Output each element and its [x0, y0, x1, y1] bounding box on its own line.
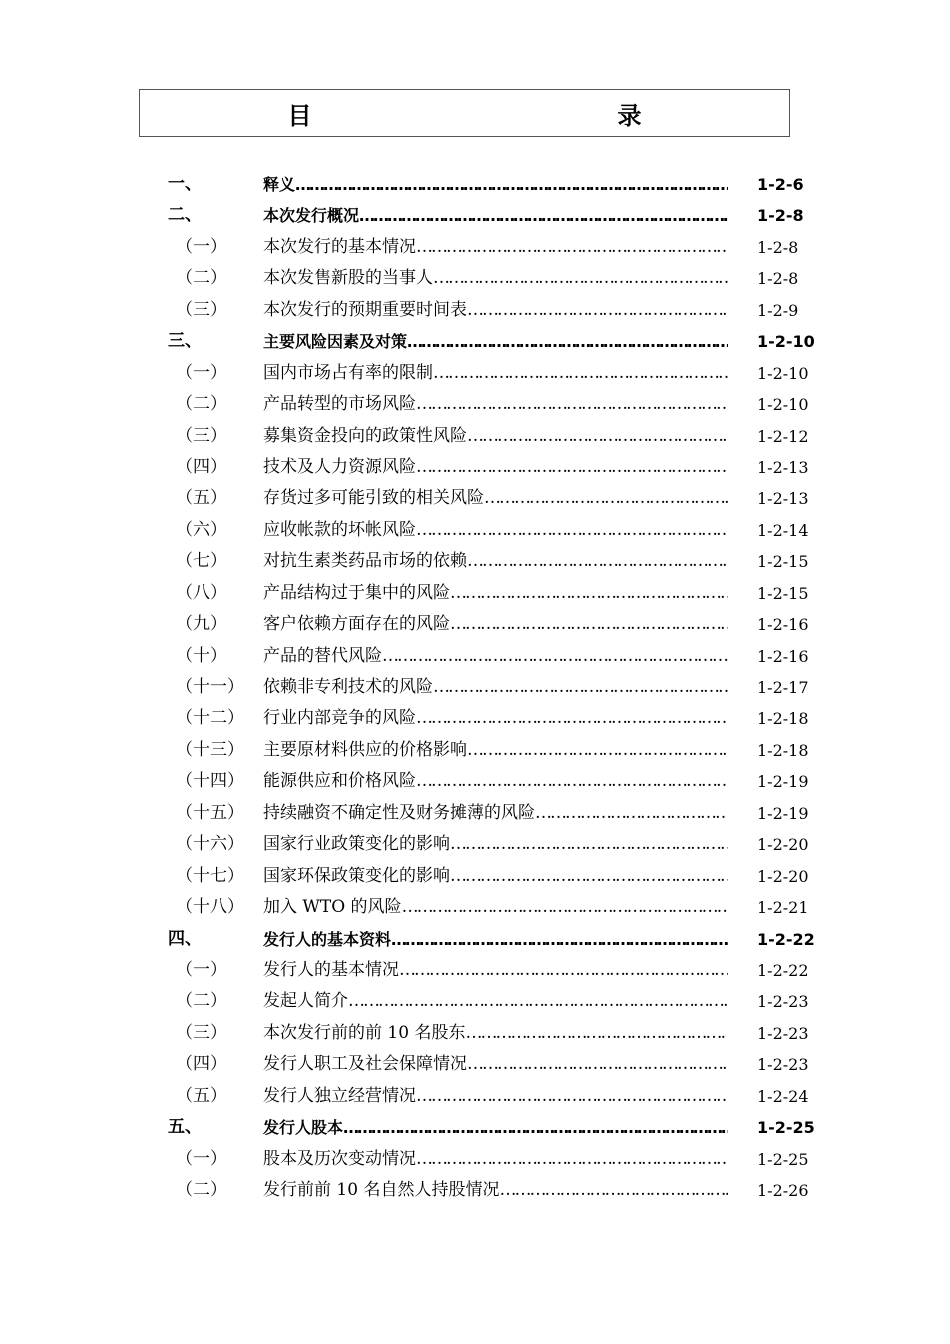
- toc-entry[interactable]: [0, 546, 950, 577]
- toc-entry-number: （一）: [176, 236, 227, 257]
- toc-entry-number: （十）: [176, 645, 227, 666]
- toc-entry-number: （一）: [176, 1148, 227, 1169]
- toc-entry[interactable]: [0, 200, 950, 231]
- toc-entry[interactable]: [0, 735, 950, 766]
- toc-entry-page: 1-2-22: [757, 960, 809, 980]
- toc-entry[interactable]: [0, 326, 950, 357]
- toc-entry[interactable]: [0, 1081, 950, 1112]
- toc-entry[interactable]: [0, 578, 950, 609]
- toc-entry-number: （二）: [176, 394, 227, 415]
- toc-entry-title: 发行人的基本资料 …………………………………………………………………………………………………………………………………: [263, 924, 728, 955]
- toc-entry[interactable]: [0, 1049, 950, 1080]
- toc-entry-page: 1-2-23: [757, 1055, 809, 1075]
- toc-title-box: [139, 89, 790, 137]
- toc-entry-title: 加入 WTO 的风险 …………………………………………………………………………………………………………………………………: [263, 892, 728, 923]
- toc-entry-title: 发行人股本 …………………………………………………………………………………………………………………………………: [263, 1112, 728, 1143]
- toc-entry-title: 本次发售新股的当事人 …………………………………………………………………………………………………………………………………: [263, 263, 728, 294]
- toc-entry-title: 发行人的基本情况 …………………………………………………………………………………………………………………………………: [263, 955, 728, 986]
- toc-entry-title: 产品结构过于集中的风险 …………………………………………………………………………………………………………………………………: [263, 578, 728, 609]
- toc-entry[interactable]: [0, 609, 950, 640]
- toc-entry-number: （三）: [176, 425, 227, 446]
- toc-entry[interactable]: [0, 169, 950, 200]
- toc-entry-title: 应收帐款的坏帐风险 …………………………………………………………………………………………………………………………………: [263, 515, 728, 546]
- toc-entry[interactable]: [0, 1018, 950, 1049]
- toc-entry-page: 1-2-20: [757, 866, 809, 886]
- toc-entry-page: 1-2-8: [757, 269, 799, 289]
- toc-entry-title: 发行人独立经营情况 …………………………………………………………………………………………………………………………………: [263, 1081, 728, 1112]
- toc-entry-page: 1-2-23: [757, 1023, 809, 1043]
- toc-entry-title: 产品的替代风险 …………………………………………………………………………………………………………………………………: [263, 641, 728, 672]
- toc-entry[interactable]: [0, 829, 950, 860]
- toc-entry-title: 本次发行的预期重要时间表 …………………………………………………………………………………………………………………………………: [263, 295, 728, 326]
- toc-entry[interactable]: [0, 798, 950, 829]
- toc-entry-number: （七）: [176, 551, 227, 572]
- toc-entry-number: （一）: [176, 959, 227, 980]
- toc-entry-page: 1-2-8: [757, 237, 799, 257]
- toc-entry-title: 发行人职工及社会保障情况 …………………………………………………………………………………………………………………………………: [263, 1049, 728, 1080]
- toc-entry-title: 客户依赖方面存在的风险 …………………………………………………………………………………………………………………………………: [263, 609, 728, 640]
- toc-entry-title: 本次发行前的前 10 名股东 …………………………………………………………………………………………………………………………………: [263, 1018, 728, 1049]
- toc-entry-page: 1-2-15: [757, 552, 809, 572]
- toc-entry-page: 1-2-10: [757, 395, 809, 415]
- toc-entry[interactable]: [0, 986, 950, 1017]
- toc-entry-page: 1-2-21: [757, 898, 809, 918]
- toc-entry-number: （十七）: [176, 865, 244, 886]
- toc-entry-title: 股本及历次变动情况 …………………………………………………………………………………………………………………………………: [263, 1144, 728, 1175]
- toc-entry-title: 主要原材料供应的价格影响 …………………………………………………………………………………………………………………………………: [263, 735, 728, 766]
- toc-entry-page: 1-2-25: [757, 1118, 815, 1138]
- toc-entry[interactable]: [0, 892, 950, 923]
- toc-entry-page: 1-2-8: [757, 206, 804, 226]
- toc-entry-number: （三）: [176, 299, 227, 320]
- toc-entry-page: 1-2-22: [757, 929, 815, 949]
- toc-entry-page: 1-2-9: [757, 300, 799, 320]
- toc-entry-title: 发起人简介 …………………………………………………………………………………………………………………………………: [263, 986, 728, 1017]
- toc-entry-title: 国家环保政策变化的影响 …………………………………………………………………………………………………………………………………: [263, 861, 728, 892]
- toc-entry-title: 持续融资不确定性及财务摊薄的风险 …………………………………………………………………………………………………………………………………: [263, 798, 728, 829]
- toc-entry-number: （三）: [176, 1022, 227, 1043]
- toc-entry-title: 国内市场占有率的限制 …………………………………………………………………………………………………………………………………: [263, 358, 728, 389]
- toc-entry-page: 1-2-25: [757, 1149, 809, 1169]
- toc-entry-page: 1-2-18: [757, 740, 809, 760]
- toc-entry-number: （九）: [176, 614, 227, 635]
- toc-entry[interactable]: [0, 641, 950, 672]
- toc-entry-page: 1-2-10: [757, 332, 815, 352]
- toc-entry-page: 1-2-23: [757, 992, 809, 1012]
- toc-entry-number: 五、: [168, 1117, 202, 1138]
- toc-entry[interactable]: [0, 766, 950, 797]
- toc-entry[interactable]: [0, 483, 950, 514]
- toc-entry-page: 1-2-14: [757, 520, 809, 540]
- toc-entry[interactable]: [0, 295, 950, 326]
- toc-entry-number: 一、: [168, 174, 202, 194]
- toc-entry-page: 1-2-17: [757, 678, 809, 697]
- toc-entry[interactable]: [0, 358, 950, 389]
- toc-entry-page: 1-2-18: [757, 709, 809, 729]
- toc-entry-title: 本次发行的基本情况 …………………………………………………………………………………………………………………………………: [263, 232, 728, 263]
- toc-entry[interactable]: [0, 1144, 950, 1175]
- toc-entry-page: 1-2-16: [757, 615, 809, 635]
- toc-entry-number: （十八）: [176, 897, 244, 918]
- toc-entry-number: （十五）: [176, 802, 244, 823]
- toc-entry-title: 募集资金投向的政策性风险 …………………………………………………………………………………………………………………………………: [263, 421, 728, 452]
- toc-entry[interactable]: [0, 1112, 950, 1143]
- toc-entry-number: （五）: [176, 488, 227, 509]
- toc-entry-page: 1-2-13: [757, 489, 809, 509]
- toc-entry-number: 三、: [168, 331, 202, 352]
- toc-entry[interactable]: [0, 861, 950, 892]
- table-of-contents: [0, 169, 950, 1206]
- toc-entry-number: （十二）: [176, 708, 244, 729]
- toc-entry-title: 本次发行概况 …………………………………………………………………………………………………………………………………: [263, 200, 728, 231]
- toc-entry-page: 1-2-15: [757, 583, 809, 603]
- toc-entry-title: 存货过多可能引致的相关风险 …………………………………………………………………………………………………………………………………: [263, 483, 728, 514]
- toc-entry-number: （六）: [176, 519, 227, 540]
- toc-entry-page: 1-2-19: [757, 772, 809, 792]
- toc-entry-number: （十四）: [176, 771, 244, 792]
- toc-entry-number: 四、: [168, 928, 202, 949]
- toc-entry[interactable]: [0, 421, 950, 452]
- toc-entry-number: （二）: [176, 991, 227, 1012]
- toc-entry[interactable]: [0, 263, 950, 294]
- toc-entry-title: 主要风险因素及对策 …………………………………………………………………………………………………………………………………: [263, 326, 728, 357]
- toc-entry-number: （八）: [176, 582, 227, 603]
- toc-entry-title: 对抗生素类药品市场的依赖 …………………………………………………………………………………………………………………………………: [263, 546, 728, 577]
- toc-entry-page: 1-2-10: [757, 363, 809, 383]
- toc-entry-title: 产品转型的市场风险 …………………………………………………………………………………………………………………………………: [263, 389, 728, 420]
- toc-entry-number: （四）: [176, 456, 227, 477]
- toc-entry-title: 能源供应和价格风险 …………………………………………………………………………………………………………………………………: [263, 766, 728, 797]
- toc-entry-page: 1-2-19: [757, 803, 809, 823]
- toc-entry[interactable]: [0, 232, 950, 263]
- toc-entry-title: 技术及人力资源风险 …………………………………………………………………………………………………………………………………: [263, 452, 728, 483]
- toc-entry-number: （二）: [176, 268, 227, 289]
- toc-entry[interactable]: [0, 955, 950, 986]
- toc-entry-page: 1-2-16: [757, 646, 809, 666]
- toc-entry-title: 依赖非专利技术的风险 …………………………………………………………………………………………………………………………………: [263, 672, 728, 703]
- toc-entry-number: （十六）: [176, 834, 244, 855]
- toc-title: 目 录: [287, 101, 728, 130]
- toc-entry-page: 1-2-20: [757, 835, 809, 855]
- toc-entry-title: 发行前前 10 名自然人持股情况 …………………………………………………………………………………………………………………………………: [263, 1175, 728, 1206]
- toc-entry-page: 1-2-12: [757, 426, 809, 446]
- toc-entry-page: 1-2-26: [757, 1181, 809, 1200]
- toc-entry-title: 释义 …………………………………………………………………………………………………………………………………: [263, 169, 728, 200]
- toc-entry-title: 行业内部竞争的风险 …………………………………………………………………………………………………………………………………: [263, 703, 728, 734]
- toc-entry-page: 1-2-24: [757, 1086, 809, 1106]
- toc-entry-title: 国家行业政策变化的影响 …………………………………………………………………………………………………………………………………: [263, 829, 728, 860]
- toc-entry-number: （一）: [176, 362, 227, 383]
- toc-entry[interactable]: [0, 672, 950, 703]
- toc-entry-number: （二）: [176, 1180, 227, 1200]
- toc-entry-number: （五）: [176, 1085, 227, 1106]
- toc-entry[interactable]: [0, 1175, 950, 1206]
- toc-entry-page: 1-2-6: [757, 175, 804, 194]
- toc-entry[interactable]: [0, 924, 950, 955]
- toc-entry-number: （十一）: [176, 677, 244, 697]
- toc-entry[interactable]: [0, 452, 950, 483]
- toc-entry-number: 二、: [168, 205, 202, 226]
- toc-entry[interactable]: [0, 389, 950, 420]
- toc-entry-page: 1-2-13: [757, 457, 809, 477]
- toc-entry-number: （十三）: [176, 739, 244, 760]
- toc-entry[interactable]: [0, 515, 950, 546]
- toc-entry[interactable]: [0, 703, 950, 734]
- toc-entry-number: （四）: [176, 1054, 227, 1075]
